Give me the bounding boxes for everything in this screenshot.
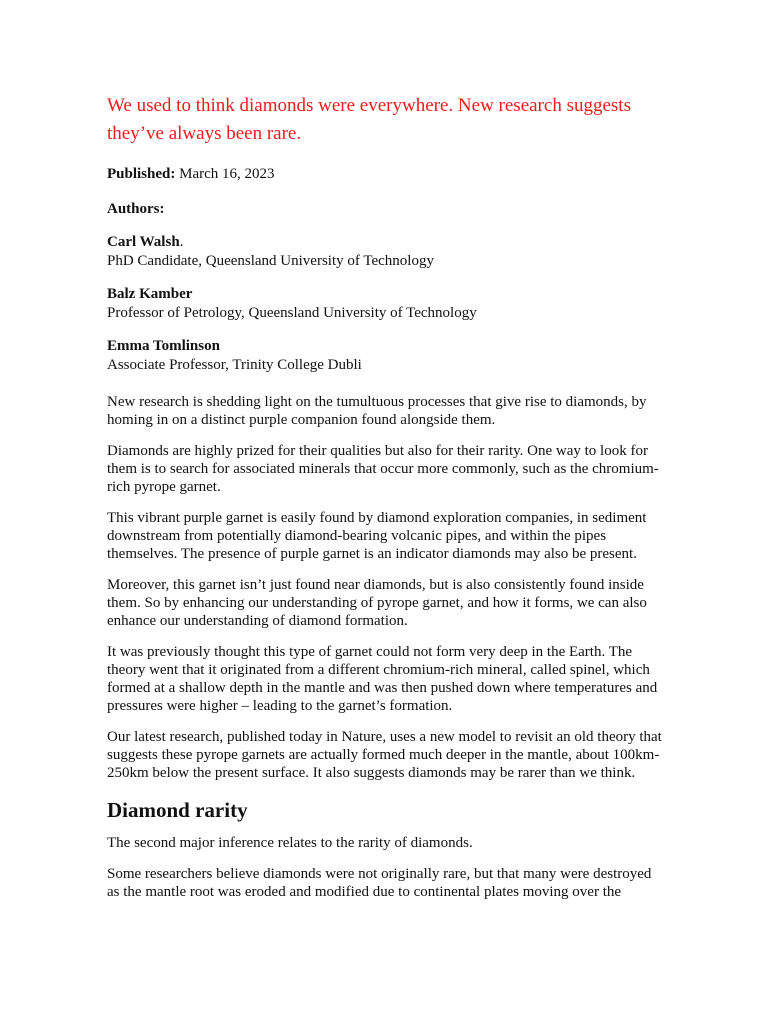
section-heading: Diamond rarity [107, 798, 248, 822]
body-paragraph: Moreover, this garnet isn’t just found near diamonds, but is also consistently found inside them. So by enhancing our understanding of pyrope garnet, and how it forms, we can also enhance our understanding of diamond formation. [107, 577, 647, 629]
body-paragraph: Some researchers believe diamonds were not originally rare, but that many were destroyed as the mantle root was eroded and modified due to continental plates moving over the [107, 866, 652, 900]
author-name: Emma Tomlinson [107, 338, 220, 354]
body-paragraph: This vibrant purple garnet is easily found by diamond exploration companies, in sediment downstream from potentially diamond-bearing volcanic pipes, and within the pipes themselves. The presence of purple garnet is an indicator diamonds may also be present. [107, 510, 647, 562]
body-paragraph: Diamonds are highly prized for their qualities but also for their rarity. One way to look for them is to search for associated minerals that occur more commonly, such as the chromium-rich pyrope garnet. [107, 443, 659, 495]
published-date: March 16, 2023 [179, 166, 275, 182]
body-paragraph: It was previously thought this type of garnet could not form very deep in the Earth. The theory went that it originated from a different chromium-rich mineral, called spinel, which formed at a shallow depth in the mantle and was then pushed down where temperatures and pressures were higher – leading to the garnet’s formation. [107, 644, 658, 714]
body-paragraph: New research is shedding light on the tumultuous processes that give rise to diamonds, by homing in on a distinct purple companion found alongside them. [107, 394, 647, 428]
author-role: PhD Candidate, Queensland University of Technology [107, 253, 434, 269]
article-title: We used to think diamonds were everywhere. New research suggests they’ve always been rare. [107, 95, 631, 144]
author-block [107, 285, 667, 323]
author-block [107, 337, 667, 375]
author-name: Carl Walsh. [107, 234, 184, 250]
author-role: Associate Professor, Trinity College Dubli [107, 357, 362, 373]
authors-label: Authors: [107, 201, 165, 217]
article [107, 92, 667, 901]
author-block [107, 233, 667, 271]
published-label: Published: [107, 166, 176, 182]
author-role: Professor of Petrology, Queensland University of Technology [107, 305, 477, 321]
body-paragraph: Our latest research, published today in Nature, uses a new model to revisit an old theory that suggests these pyrope garnets are actually formed much deeper in the mantle, about 100km-250km below the present surface. It also suggests diamonds may be rarer than we think. [107, 729, 662, 781]
body-paragraph: The second major inference relates to the rarity of diamonds. [107, 835, 473, 851]
author-name: Balz Kamber [107, 286, 193, 302]
published-line [107, 164, 667, 184]
